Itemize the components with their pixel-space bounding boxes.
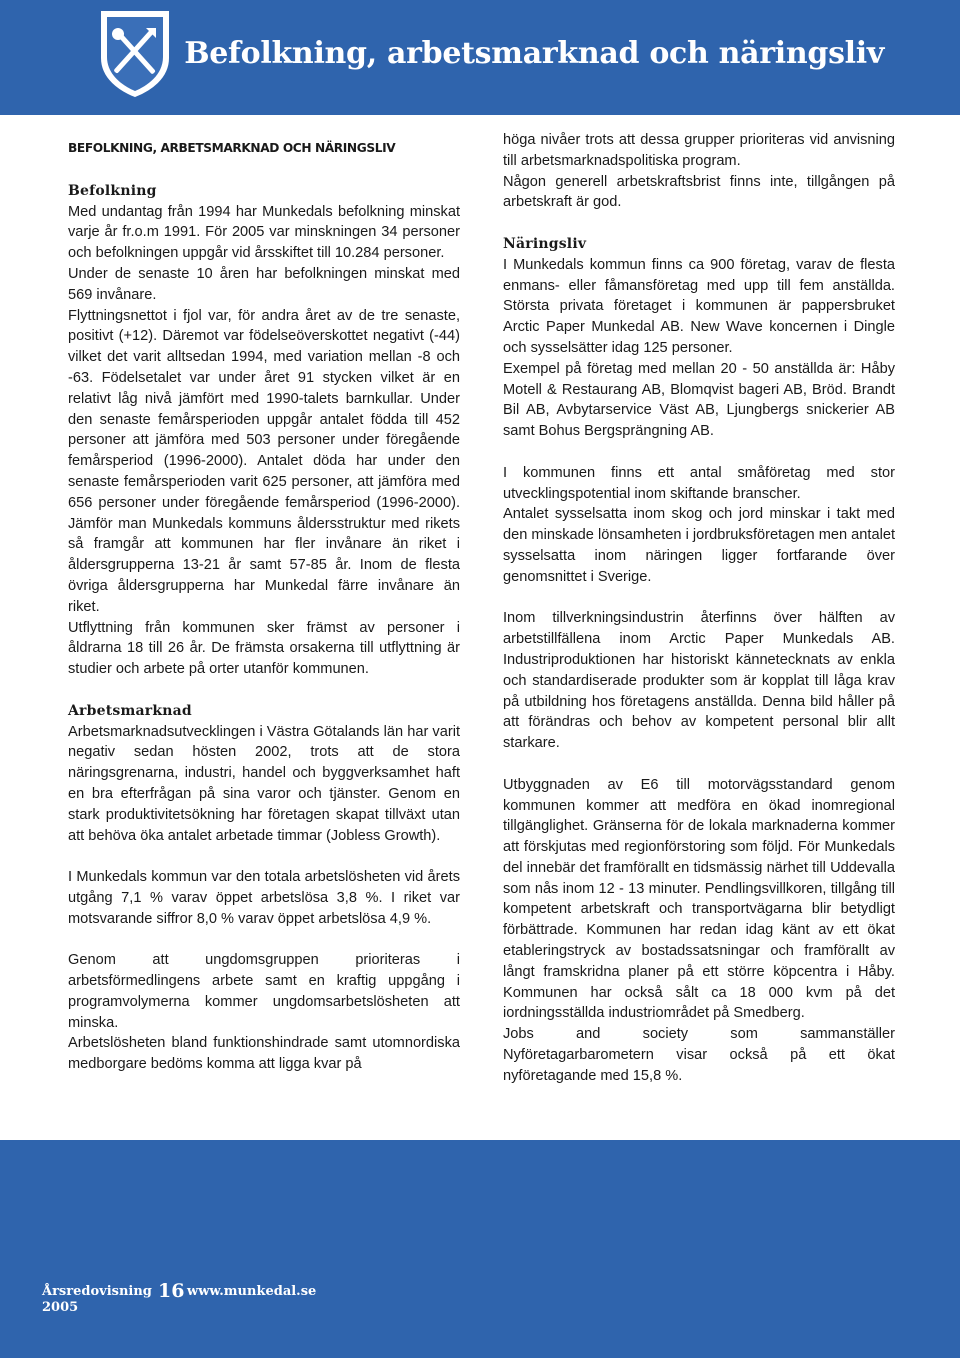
left-column (68, 130, 460, 1075)
municipal-shield-icon (100, 10, 170, 98)
paragraph: Arbetslösheten bland funktionshindrade samt utomnordiska medborgare bedöms komma att ligga kvar på (68, 1035, 460, 1073)
right-column (503, 130, 895, 1087)
section-heading-naringsliv: Näringsliv (503, 235, 587, 252)
paragraph: Utflyttning från kommunen sker främst av personer i åldrarna 18 till 26 år. De främsta orsakerna till utflyttning är studier och arbete på orter utanför kommunen. (68, 619, 460, 678)
header-title: Befolkning, arbetsmarknad och näringsliv (184, 36, 884, 71)
section-heading-arbetsmarknad: Arbetsmarknad (68, 702, 192, 719)
page-number: 16 (158, 1280, 185, 1302)
paragraph: Någon generell arbetskraftsbrist finns inte, tillgången på arbetskraft är god. (503, 173, 895, 211)
paragraph: Flyttningsnettot i fjol var, för andra året av de tre senaste, positivt (+12). Däremot var födelseöverskottet negativt (-44) vilket det varit alltsedan 1994, med variation mellan -8 och -63. Födelsetalet var under året 91 stycken vilket är en relativt låg nivå jämfört med 1990-talets barnkullar. Under den senaste femårsperioden uppgår antalet födda till 452 personer att jämföra med 503 personer under föregående femårsperiod (1996-2000). Antalet döda har under den senaste femårsperioden varit 625 personer, att jämföra med 656 personer under föregående femårsperiod (1996-2000). Jämför man Munkedals kommuns åldersstruktur med rikets så framgår att kommunen har fler invånare än riket i åldersgrupperna 13-21 år samt 57-85 år. Inom de flesta övriga åldersgrupperna har Munkedal färre invånare än riket. (68, 307, 460, 615)
paragraph: Under de senaste 10 åren har befolkningen minskat med 569 invånare. (68, 265, 460, 303)
paragraph: höga nivåer trots att dessa grupper prioriteras vid anvisning till arbetsmarknadspolitiska program. (503, 132, 895, 169)
footer-band (0, 1140, 960, 1358)
paragraph: Jobs and society som sammanställer Nyföretagarbarometern visar också på ett ökat nyföretagande med 15,8 %. (503, 1026, 895, 1084)
paragraph: Med undantag från 1994 har Munkedals befolkning minskat varje år fr.o.m 1991. För 2005 var minskningen 34 personer och befolkningen uppgår vid årsskiftet till 10.284 personer. (68, 203, 460, 262)
paragraph: Antalet sysselsatta inom skog och jord minskar i takt med den minskade lönsamheten i jordbruksföretagen men antalet sysselsatta inom näringen ligger fortfarande över genomsnittet i Sverige. (503, 506, 895, 585)
footer-year: 2005 (42, 1300, 79, 1315)
section-heading-befolkning: Befolkning (68, 182, 157, 199)
paragraph: Arbetsmarknadsutvecklingen i Västra Götalands län har varit negativ sedan hösten 2002, trots att de stora näringsgrenarna, industri, handel och byggverksamhet haft en bra efterfrågan på sina varor och tjänster. Genom en stark produktivitetsökning har företagen skapat tillväxt utan att behöva öka antalet arbetade timmar (Jobless Growth). (68, 723, 460, 844)
footer-publication-title: Årsredovisning (42, 1284, 152, 1299)
paragraph: I Munkedals kommun var den totala arbetslösheten vid årets utgång 7,1 % varav öppet arbetslösa 3,8 %. I riket var motsvarande siffror 8,0 % varav öppet arbetslösa 4,9 %. (68, 869, 460, 927)
footer-url[interactable]: www.munkedal.se (187, 1284, 317, 1299)
paragraph: Inom tillverkningsindustrin återfinns över hälften av arbetstillfällena inom Arctic Paper Munkedals AB. Industriproduktionen har historiskt kännetecknats av enkla och standardiserade produkter som är kopplat till låga krav på utbildning hos företagens anställda. Denna bild håller på att förändras och behov av kompetent personal blir allt starkare. (503, 610, 895, 752)
footer-publication (42, 1284, 152, 1316)
paragraph: Exempel på företag med mellan 20 - 50 anställda är: Håby Motell & Restaurang AB, Blomqvist bageri AB, Bröd. Brandt Bil AB, Avbytarservice Väst AB, Ljungbergs snickerier AB samt Bohus Bergsprängning AB. (503, 360, 895, 440)
paragraph: I Munkedals kommun finns ca 900 företag, varav de flesta enmans- eller fåmansföretag med upp till fem anställda. Största privata företaget i kommunen är pappersbruket Arctic Paper Munkedal AB. New Wave koncernen i Dingle och sysselsätter idag 125 personer. (503, 256, 895, 356)
paragraph: I kommunen finns ett antal småföretag med stor utvecklingspotential inom skiftande branscher. (503, 464, 895, 502)
paragraph: Utbyggnaden av E6 till motorvägsstandard genom kommunen kommer att medföra en ökad inomregional tillgänglighet. Gränserna för de lokala marknaderna kommer att förskjutas med regionförstoring som följd. För Munkedals del innebär det framförallt en tidsmässig närhet till Uddevalla som nås inom 12 - 13 minuter. Pendlingsvillkoren, tillgång till kompetent arbetskraft och transportvägarna blir betydligt förbättrade. Kommunen har redan idag känt av ett ökat etableringstryck av bostadssatsningar och framförallt av långt framskridna planer på ett större köpcentra i Håby. Kommunen har också sålt ca 18 000 kvm på det iordningsställda industriområdet på Smedberg. (503, 776, 895, 1022)
page-heading: BEFOLKNING, ARBETSMARKNAD OCH NÄRINGSLIV (68, 141, 396, 155)
paragraph: Genom att ungdomsgruppen prioriteras i arbetsförmedlingens arbete samt en kraftig uppgång i programvolymerna kommer ungdomsarbetslösheten att minska. (68, 952, 460, 1031)
